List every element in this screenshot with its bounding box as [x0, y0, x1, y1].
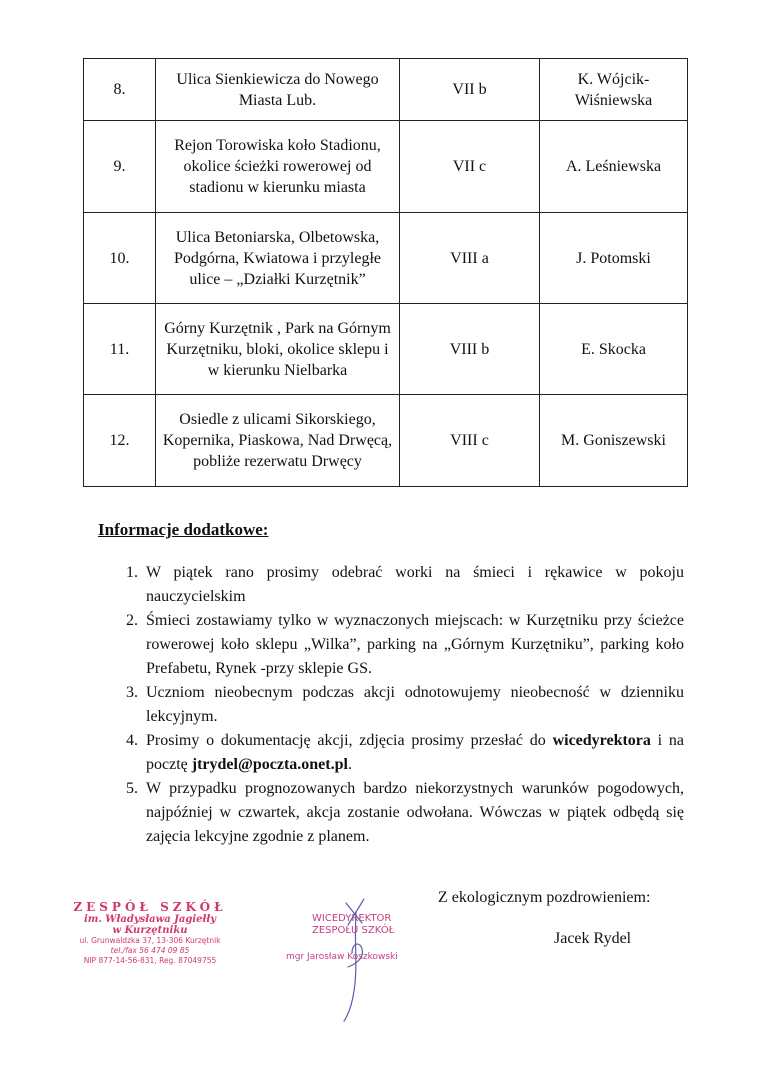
school-stamp-line: im. Władysława Jagiełły: [83, 914, 217, 925]
table-row: [84, 213, 688, 304]
school-stamp-line: NIP 877-14-56-831, Reg. 87049755: [83, 956, 217, 965]
row-teacher: J. Potomski: [540, 213, 688, 304]
table-row: [84, 395, 688, 487]
row-class: VII b: [400, 59, 540, 121]
list-item: [142, 729, 684, 777]
info-item-text: W przypadku prognozowanych bardzo niekorzystnych warunków pogodowych, najpóźniej w czwartek, akcja zostanie odwołana. Wówczas w piątek odbędą się zajęcia lekcyjne zgodnie z planem.: [146, 780, 684, 845]
info-item-text: Prosimy o dokumentację akcji, zdjęcia prosimy przesłać do: [146, 732, 553, 749]
school-stamp-line: ZESPÓŁ SZKÓŁ: [73, 900, 227, 914]
list-item: [142, 609, 684, 681]
table-row: [84, 304, 688, 395]
closing-greeting: Z ekologicznym pozdrowieniem:: [438, 889, 651, 906]
row-number: 10.: [84, 213, 156, 304]
school-stamp-line: w Kurzętniku: [112, 925, 188, 936]
deputy-stamp-line: ZESPOŁU SZKÓŁ: [312, 925, 395, 936]
row-area: Rejon Torowiska koło Stadionu, okolice ścieżki rowerowej od stadionu w kierunku miasta: [156, 121, 400, 213]
row-number: 9.: [84, 121, 156, 213]
info-item-text: i na pocztę: [146, 732, 685, 773]
info-list: [104, 561, 684, 849]
handwritten-signature: [318, 895, 398, 1025]
school-stamp: [52, 900, 248, 966]
table-row: [84, 59, 688, 121]
info-item-text: Śmieci zostawiamy tylko w wyznaczonych miejscach: w Kurzętniku przy ścieżce rowerowej koło sklepu „Wilka”, parking na „Górnym Kurzętniku”, parking koło Prefabetu, Rynek -przy sklepie GS.: [146, 612, 684, 677]
deputy-director-word: wicedyrektora: [552, 732, 651, 749]
row-class: VII c: [400, 121, 540, 213]
row-teacher: E. Skocka: [540, 304, 688, 395]
row-number: 11.: [84, 304, 156, 395]
contact-email: jtrydel@poczta.onet.pl: [191, 756, 348, 773]
info-item-text: W piątek rano prosimy odebrać worki na śmieci i rękawice w pokoju nauczycielskim: [146, 564, 684, 605]
table-row: [84, 121, 688, 213]
row-area: Osiedle z ulicami Sikorskiego, Kopernika, Piaskowa, Nad Drwęcą, pobliże rezerwatu Drwęcy: [156, 395, 400, 487]
row-class: VIII b: [400, 304, 540, 395]
info-heading: Informacje dodatkowe:: [98, 520, 269, 539]
row-number: 8.: [84, 59, 156, 121]
list-item: [142, 777, 684, 849]
row-teacher: K. Wójcik-Wiśniewska: [540, 59, 688, 121]
deputy-stamp-line: mgr Jarosław Koszkowski: [286, 952, 398, 962]
row-teacher: M. Goniszewski: [540, 395, 688, 487]
row-area: Górny Kurzętnik , Park na Górnym Kurzętniku, bloki, okolice sklepu i w kierunku Nielbarka: [156, 304, 400, 395]
info-item-text: Uczniom nieobecnym podczas akcji odnotowujemy nieobecność w dzienniku lekcyjnym.: [146, 684, 684, 725]
row-class: VIII c: [400, 395, 540, 487]
signer-name: Jacek Rydel: [554, 930, 632, 947]
row-area: Ulica Betoniarska, Olbetowska, Podgórna, Kwiatowa i przyległe ulice – „Działki Kurzętnik”: [156, 213, 400, 304]
info-item-text: .: [347, 756, 352, 773]
duty-table: [83, 58, 688, 487]
row-number: 12.: [84, 395, 156, 487]
row-class: VIII a: [400, 213, 540, 304]
list-item: [142, 561, 684, 609]
deputy-stamp-line: WICEDYREKTOR: [312, 913, 392, 924]
row-area: Ulica Sienkiewicza do Nowego Miasta Lub.: [156, 59, 400, 121]
school-stamp-line: ul. Grunwaldzka 37, 13-306 Kurzętnik: [79, 936, 221, 945]
school-stamp-line: tel./fax 56 474 09 85: [110, 946, 190, 955]
row-teacher: A. Leśniewska: [540, 121, 688, 213]
list-item: [142, 681, 684, 729]
